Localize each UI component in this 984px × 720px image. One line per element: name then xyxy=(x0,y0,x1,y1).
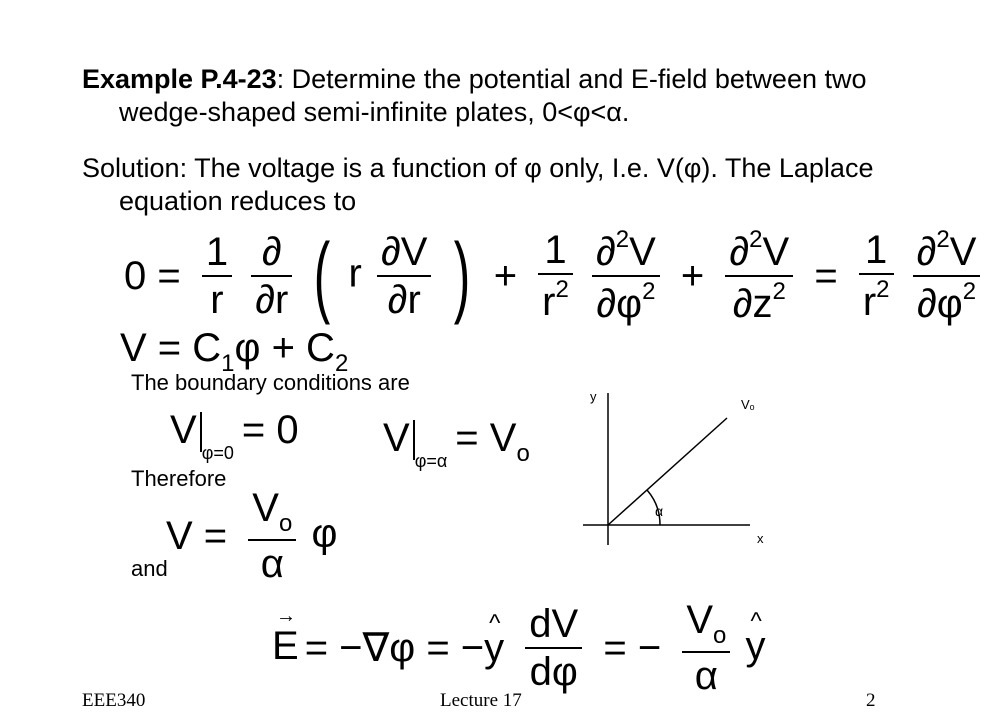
example-statement xyxy=(82,63,959,129)
footer-page-number: 2 xyxy=(866,690,876,711)
angle-label: α xyxy=(655,503,664,519)
wedge-plate-line xyxy=(608,418,727,525)
potential-solution: V = $\frac{V_o}{\alpha}$ φ xyxy=(166,486,338,586)
plate-voltage-label: Vₒ xyxy=(741,397,755,412)
footer-course: EEE340 xyxy=(82,690,146,711)
laplace-equation: 0 = $\frac{1}{r}$ $\frac{\partial}{\partial r}$ ( r $\frac{\partial V}{\partial r}$ ) + $\frac{1}{r^2}$ $\frac{\partial^2V}{\partial\varphi^2}$ + $\frac{\partial^2V}{\partial z^2}$ = $\frac{1}{r^2}$ $\frac{\partial^2V}{\partial\varphi^2}$ xyxy=(118,228,984,324)
example-label: Example P.4-23 xyxy=(82,64,277,94)
x-axis-label: x xyxy=(757,531,764,546)
therefore-label: Therefore xyxy=(131,466,227,491)
general-solution: $V = C_1\varphi + C_2$ xyxy=(120,326,349,377)
solution-statement: Solution: The voltage is a function of φ only, I.e. V(φ). The Laplace equation reduces to xyxy=(82,153,874,216)
boundary-condition-2: $V_{\varphi=\alpha}= V_o$ xyxy=(383,416,530,471)
boundary-condition-1: $V_{\varphi=0}= 0$ xyxy=(170,408,299,463)
example-text: : Determine the potential and E-field between two wedge-shaped semi-infinite plates, 0<φ<α. xyxy=(119,64,867,127)
wedge-diagram xyxy=(575,383,775,548)
y-axis-label: y xyxy=(590,389,597,404)
efield-solution: → E = −∇φ = −^ y $\frac{dV}{d\varphi}$ = − $\frac{V_o}{\alpha}$ ^ y xyxy=(272,600,766,696)
footer-lecture: Lecture 17 xyxy=(440,690,522,711)
and-label: and xyxy=(131,556,168,581)
boundary-conditions-label: The boundary conditions are xyxy=(131,370,410,395)
